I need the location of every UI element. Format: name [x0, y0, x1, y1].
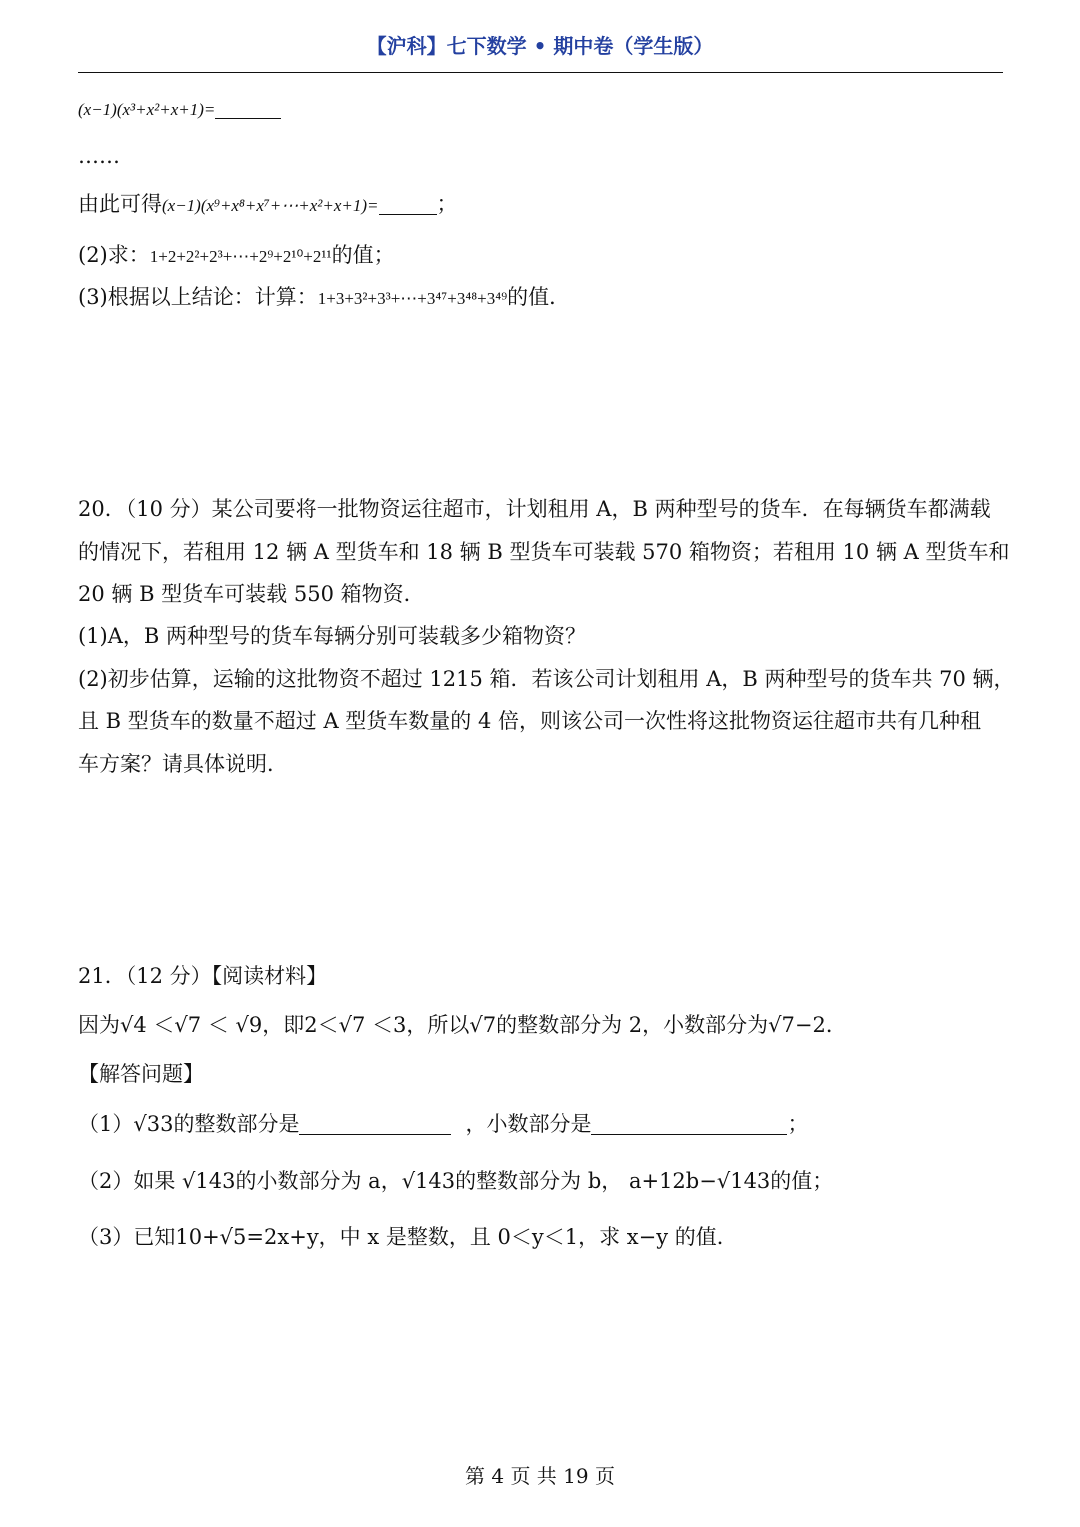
page-footer: 第 4 页 共 19 页 — [465, 1464, 615, 1488]
q19-equation: (x−1)(x³+x²+x+1)= — [78, 100, 216, 119]
answer-blank[interactable] — [215, 98, 281, 119]
page-header: 【沪科】七下数学 • 期中卷（学生版） — [366, 34, 714, 58]
part1-text: （1）√33的整数部分是 — [78, 1112, 300, 1136]
q21-material: 因为√4 ＜√7 ＜ √9，即2＜√7 ＜3，所以√7的整数部分为 2，小数部分为√7−2． — [78, 1013, 847, 1037]
answer-blank-decimal[interactable] — [591, 1114, 787, 1135]
part2-suffix: 的值； — [331, 243, 395, 267]
part3-expression: 1+3+3²+3³+⋯+3⁴⁷+3⁴⁸+3⁴⁹ — [317, 289, 508, 308]
q19-derive-line — [78, 190, 458, 220]
derive-expression: (x−1)(x⁹+x⁸+x⁷+⋯+x²+x+1)= — [162, 196, 379, 215]
q20-line-1: 20．（10 分）某公司要将一批物资运往超市，计划租用 A，B 两种型号的货车．在每辆货车都满载 — [78, 497, 991, 521]
q19-part3 — [78, 283, 570, 313]
q20-part2-line-1: (2)初步估算，运输的这批物资不超过 1215 箱．若该公司计划租用 A，B 两种型号的货车共 70 辆， — [78, 667, 1015, 691]
q20-part2-line-3: 车方案？请具体说明． — [78, 752, 288, 776]
q20-line-3: 20 辆 B 型货车可装载 550 箱物资． — [78, 582, 425, 606]
q21-solve-heading: 【解答问题】 — [78, 1062, 204, 1086]
derive-prefix: 由此可得 — [78, 192, 162, 216]
answer-blank-integer[interactable] — [299, 1114, 451, 1135]
part1-suffix: ； — [787, 1112, 809, 1136]
derive-suffix: ； — [436, 192, 458, 216]
q21-part2: （2）如果 √143的小数部分为 a，√143的整数部分为 b， a+12b−√143的值； — [78, 1169, 834, 1193]
q20-line-2: 的情况下，若租用 12 辆 A 型货车和 18 辆 B 型货车可装载 570 箱物资；若租用 10 辆 A 型货车和 — [78, 540, 1010, 564]
part2-prefix: (2)求： — [78, 243, 150, 267]
part3-suffix: 的值． — [507, 285, 571, 309]
q20-part1: (1)A，B 两种型号的货车每辆分别可装载多少箱物资？ — [78, 624, 587, 648]
header-rule — [78, 72, 1003, 73]
answer-blank[interactable] — [379, 194, 437, 215]
q19-part2 — [78, 241, 395, 271]
part3-prefix: (3)根据以上结论：计算： — [78, 285, 318, 309]
part1-text-2: ，小数部分是 — [465, 1112, 592, 1136]
part2-expression: 1+2+2²+2³+⋯+2⁹+2¹⁰+2¹¹ — [149, 247, 332, 266]
q19-equation-line — [78, 94, 281, 124]
q21-part1 — [78, 1110, 808, 1138]
ellipsis: …… — [78, 144, 120, 168]
q21-heading: 21．（12 分）【阅读材料】 — [78, 964, 328, 988]
q20-part2-line-2: 且 B 型货车的数量不超过 A 型货车数量的 4 倍，则该公司一次性将这批物资运往超市共有几种租 — [78, 709, 982, 733]
q21-part3: （3）已知10+√5=2x+y，中 x 是整数，且 0＜y＜1，求 x−y 的值． — [78, 1225, 738, 1249]
